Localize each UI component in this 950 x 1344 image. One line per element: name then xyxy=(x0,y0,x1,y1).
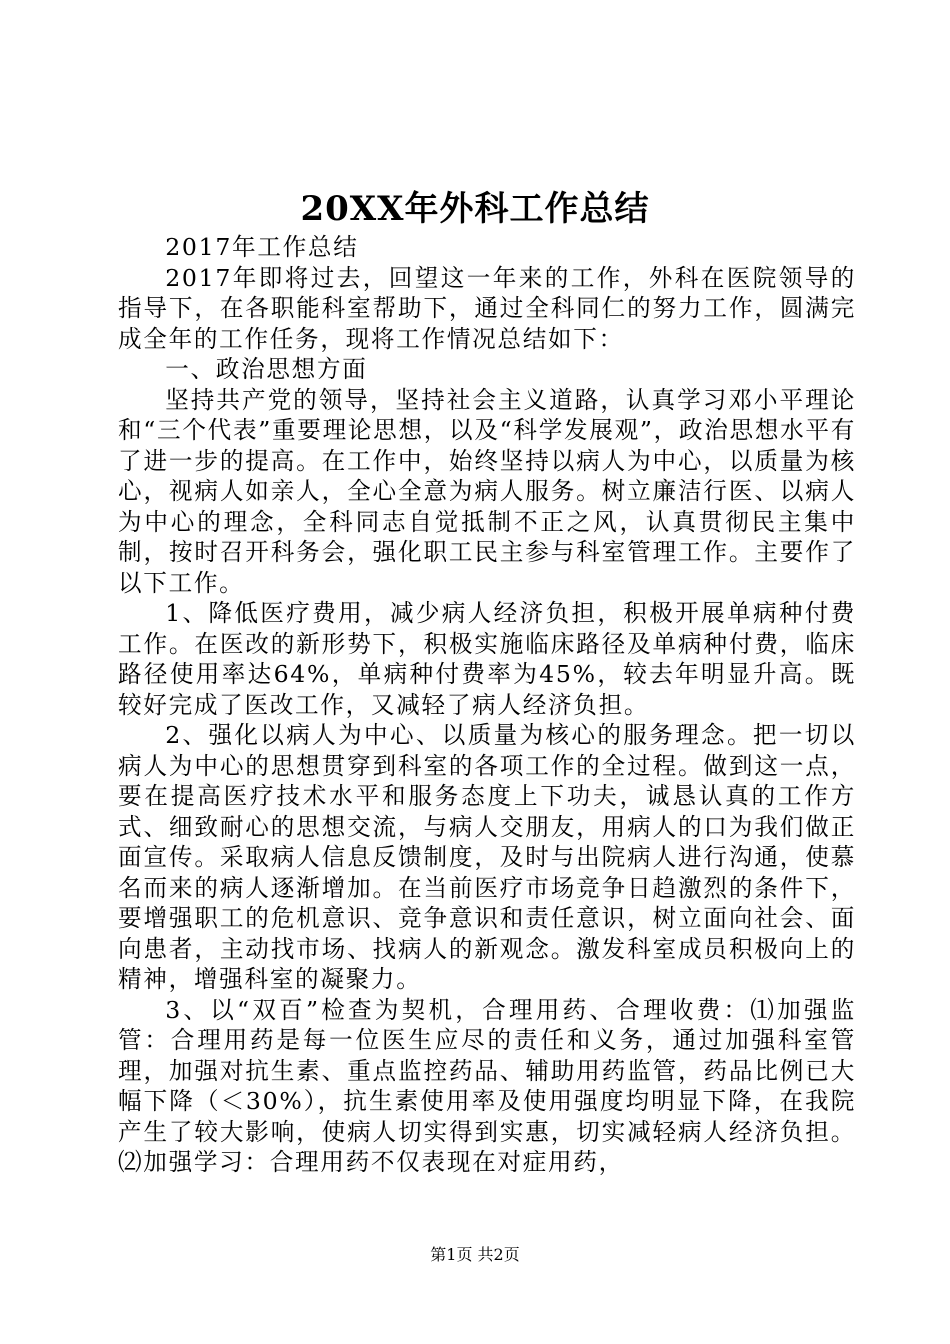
paragraph-subtitle: 2017年工作总结 xyxy=(165,233,359,261)
paragraph-political: 坚持共产党的领导，坚持社会主义道路，认真学习邓小平理论和“三个代表”重要理论思想，以及“科学发展观”，政治思想水平有了进一步的提高。在工作中，始终坚持以病人为中心，以质量为核心，视病人如亲人，全心全意为病人服务。树立廉洁行医、以病人为中心的理念，全科同志自觉抵制不正之风，认真贯彻民主集中制，按时召开科务会，强化职工民主参与科室管理工作。主要作了以下工作。 xyxy=(118,385,856,597)
paragraph-item-3: 3、以“双百”检查为契机，合理用药、合理收费：⑴加强监管：合理用药是每一位医生应尽的责任和义务，通过加强科室管理，加强对抗生素、重点监控药品、辅助用药监管，药品比例已大幅下降（＜30%），抗生素使用率及使用强度均明显下降，在我院产生了较大影响，使病人切实得到实惠，切实减轻病人经济负担。⑵加强学习：合理用药不仅表现在对症用药， xyxy=(118,995,856,1176)
paragraph-intro: 2017年即将过去，回望这一年来的工作，外科在医院领导的指导下，在各职能科室帮助下，通过全科同仁的努力工作，圆满完成全年的工作任务，现将工作情况总结如下： xyxy=(118,263,856,353)
page-footer: 第1页 共2页 xyxy=(430,1245,520,1264)
paragraph-item-1: 1、降低医疗费用，减少病人经济负担，积极开展单病种付费工作。在医改的新形势下，积极实施临床路径及单病种付费，临床路径使用率达64%，单病种付费率为45%，较去年明显升高。既较好完成了医改工作，又减轻了病人经济负担。 xyxy=(118,599,856,719)
document-body xyxy=(118,232,856,1178)
paragraph-item-2: 2、强化以病人为中心、以质量为核心的服务理念。把一切以病人为中心的思想贯穿到科室的各项工作的全过程。做到这一点，要在提高医疗技术水平和服务态度上下功夫，诚恳认真的工作方式、细致耐心的思想交流，与病人交朋友，用病人的口为我们做正面宣传。采取病人信息反馈制度，及时与出院病人进行沟通，使慕名而来的病人逐渐增加。在当前医疗市场竞争日趋激烈的条件下，要增强职工的危机意识、竞争意识和责任意识，树立面向社会、面向患者，主动找市场、找病人的新观念。激发科室成员积极向上的精神，增强科室的凝聚力。 xyxy=(118,721,856,993)
document-title: 20XX年外科工作总结 xyxy=(300,189,650,229)
section-heading-political: 一、政治思想方面 xyxy=(165,355,368,383)
